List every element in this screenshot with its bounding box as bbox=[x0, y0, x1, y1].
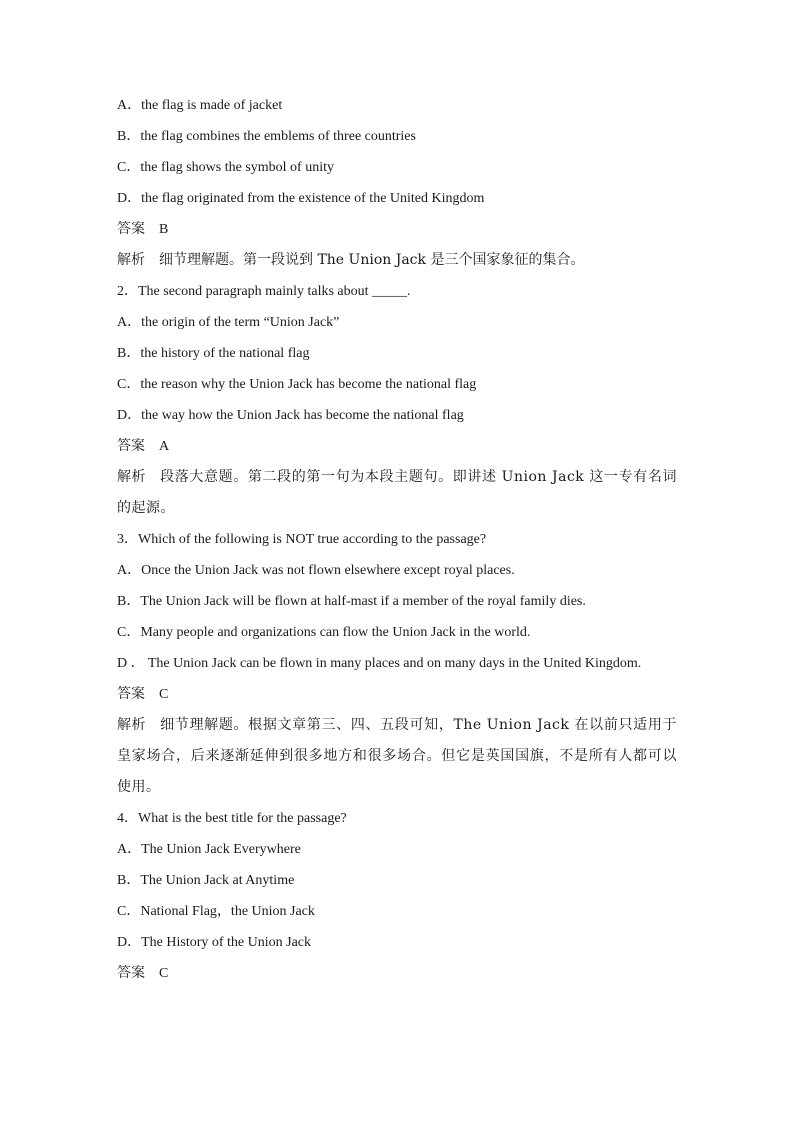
q1-answer bbox=[117, 214, 677, 245]
q4-option-d: D．The History of the Union Jack bbox=[117, 935, 312, 950]
q4-question: 4．What is the best title for the passage? bbox=[117, 811, 347, 826]
q4-answer bbox=[117, 958, 677, 989]
analysis-text: 细节理解题。第一段说到 The Union Jack 是三个国家象征的集合。 bbox=[159, 252, 585, 268]
q2-option-a: A．the origin of the term “Union Jack” bbox=[117, 315, 340, 330]
analysis-text: 细节理解题。根据文章第三、四、五段可知，The Union Jack 在以前只适用于皇家场合，后来逐渐延伸到很多地方和很多场合。但它是英国国旗，不是所有人都可以使用。 bbox=[117, 717, 677, 795]
analysis-label: 解析 bbox=[117, 469, 146, 485]
q3-question: 3．Which of the following is NOT true according to the passage? bbox=[117, 532, 487, 547]
q1-option-b: B．the flag combines the emblems of three countries bbox=[117, 129, 416, 144]
q3-analysis bbox=[117, 710, 677, 803]
q2-analysis bbox=[117, 462, 677, 524]
q3-option-b: B．The Union Jack will be flown at half-mast if a member of the royal family dies. bbox=[117, 594, 586, 609]
answer-value: C bbox=[159, 687, 169, 702]
answer-value: A bbox=[159, 439, 170, 454]
q1-option-d: D．the flag originated from the existence of the United Kingdom bbox=[117, 191, 485, 206]
document-page bbox=[117, 90, 677, 989]
answer-label: 答案 bbox=[117, 438, 145, 454]
q1-analysis bbox=[117, 245, 677, 276]
answer-value: C bbox=[159, 966, 169, 981]
analysis-text: 段落大意题。第二段的第一句为本段主题句。即讲述 Union Jack 这一专有名词的起源。 bbox=[117, 469, 677, 516]
q2-option-b: B．the history of the national flag bbox=[117, 346, 310, 361]
q3-option-a: A．Once the Union Jack was not flown elsewhere except royal places. bbox=[117, 563, 515, 578]
analysis-label: 解析 bbox=[117, 252, 145, 268]
q2-option-c: C．the reason why the Union Jack has become the national flag bbox=[117, 377, 477, 392]
analysis-label: 解析 bbox=[117, 717, 146, 733]
q1-option-a: A．the flag is made of jacket bbox=[117, 98, 283, 113]
q2-option-d: D．the way how the Union Jack has become the national flag bbox=[117, 408, 464, 423]
q2-answer bbox=[117, 431, 677, 462]
answer-value: B bbox=[159, 222, 169, 237]
q4-option-b: B．The Union Jack at Anytime bbox=[117, 873, 295, 888]
q4-option-a: A．The Union Jack Everywhere bbox=[117, 842, 301, 857]
q4-option-c: C．National Flag，the Union Jack bbox=[117, 904, 315, 919]
answer-label: 答案 bbox=[117, 965, 145, 981]
q3-option-c: C．Many people and organizations can flow the Union Jack in the world. bbox=[117, 625, 531, 640]
q2-question: 2．The second paragraph mainly talks about _____. bbox=[117, 284, 411, 299]
q3-option-d: D ． The Union Jack can be flown in many places and on many days in the United Kingdom. bbox=[117, 656, 642, 671]
answer-label: 答案 bbox=[117, 221, 145, 237]
answer-label: 答案 bbox=[117, 686, 145, 702]
q1-option-c: C．the flag shows the symbol of unity bbox=[117, 160, 334, 175]
q3-answer bbox=[117, 679, 677, 710]
